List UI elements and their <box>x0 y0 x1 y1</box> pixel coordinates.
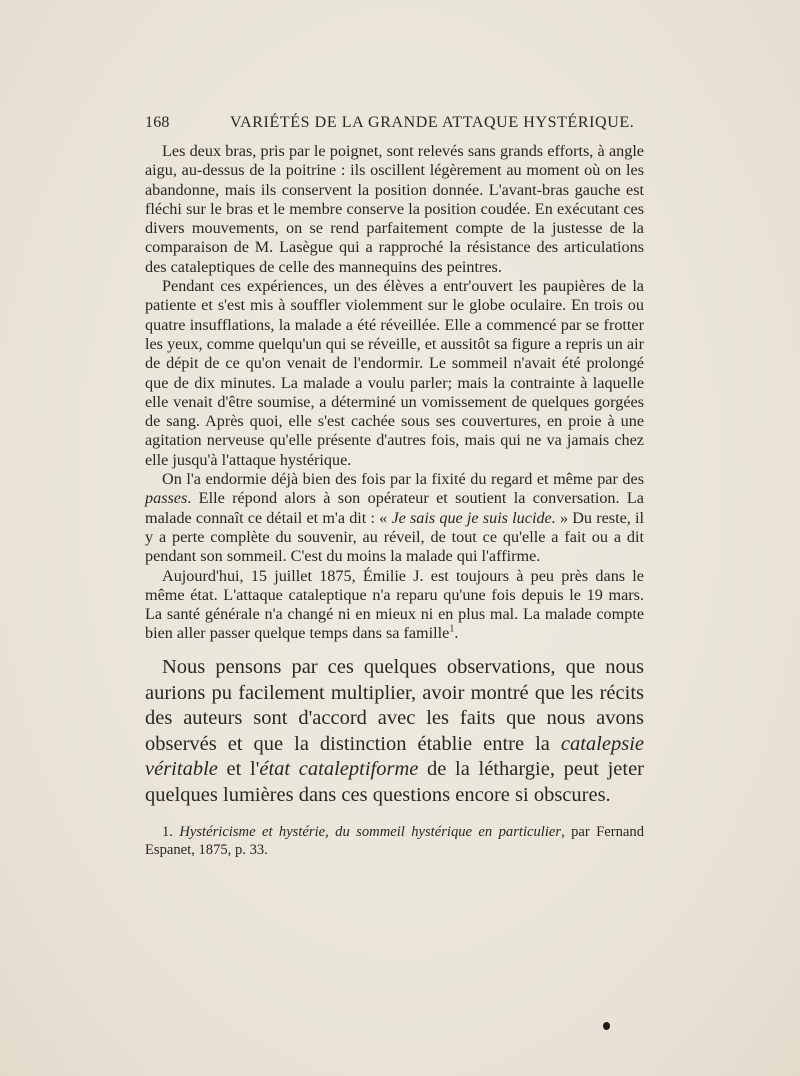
paragraph <box>145 470 644 566</box>
text-span: On l'a endormie déjà bien des fois par la fixité du regard et même par des <box>162 470 644 489</box>
footnote <box>145 823 644 859</box>
italic-term: passes <box>145 489 188 508</box>
footnote-text <box>145 823 644 859</box>
page-number: 168 <box>145 114 170 131</box>
text-span: Nous pensons par ces quelques observations, que nous aurions pu facilement multiplier, avoir montré que les récits des auteurs sont d'accord avec les faits que nous avons observés et que la distinction établie entre la <box>145 656 644 755</box>
italic-quote: Je sais que je suis lucide. <box>391 508 556 527</box>
main-text <box>145 142 644 644</box>
text-span: . <box>454 624 459 643</box>
paragraph <box>145 567 644 644</box>
footnote-number: 1. <box>162 824 180 840</box>
ink-spot <box>603 1022 610 1030</box>
text-span: et l' <box>217 758 260 780</box>
text-span: de la léthargie, peut jeter quelques lumières dans ces questions encore si obscures. <box>145 758 644 806</box>
footnote-ref: 1 <box>449 624 455 636</box>
paragraph: Pendant ces expériences, un des élèves a entr'ouvert les paupières de la patiente et s'est mis à souffler violemment sur le globe oculaire. En trois ou quatre insufflations, la malade a été réveillée. Elle a commencé par se frotter les yeux, comme quelqu'un qui se réveille, et aussitôt sa figure a repris un air de dépit de ce qu'on venait de l'endormir. Le sommeil n'avait été prolongé que de dix minutes. La malade a voulu parler; mais la contrainte à laquelle elle venait d'être soumise, a déterminé un vomissement de quelques gorgées de sang. Après quoi, elle s'est cachée sous ses couvertures, en proie à une agitation nerveuse qu'elle présente d'autres fois, mais qui ne va jamais chez elle jusqu'à l'attaque hystérique. <box>145 277 644 469</box>
conclusion-text <box>145 655 644 808</box>
italic-term: état cataleptiforme <box>259 758 419 780</box>
text-span: » Du reste, il y a perte complète du souvenir, au réveil, de tout ce qu'elle a fait ou a dit pendant son sommeil. C'est du moins la malade qui l'affirme. <box>145 508 645 566</box>
italic-term: catalepsie véritable <box>145 732 644 780</box>
paragraph: Les deux bras, pris par le poignet, sont relevés sans grands efforts, à angle aigu, au-dessus de la poitrine : ils oscillent légèrement au moment où on les abandonne, mais ils conservent la position donnée. L'avant-bras gauche est fléchi sur le bras et le membre conserve la position coudée. En exécutant ces divers mouvements, on se rend parfaitement compte de la justesse de la comparaison de M. Lasègue qui a rapproché la résistance des articulations des cataleptiques de celle des mannequins des peintres. <box>145 142 644 276</box>
text-span: . Elle répond alors à son opérateur et soutient la conversation. La malade connaît ce détail et m'a dit : « <box>145 489 644 527</box>
running-title: VARIÉTÉS DE LA GRANDE ATTAQUE HYSTÉRIQUE. <box>230 114 635 131</box>
paragraph <box>145 655 644 808</box>
footnote-title: Hystéricisme et hystérie, du sommeil hystérique en particulier <box>179 824 562 840</box>
text-span: Aujourd'hui, 15 juillet 1875, Émilie J. est toujours à peu près dans le même état. L'attaque cataleptique n'a reparu qu'une fois depuis le 19 mars. La santé générale n'a changé ni en mieux ni en plus mal. La malade compte bien aller passer quelque temps dans sa famille <box>145 566 644 643</box>
text-span: , par Fernand Espanet, 1875, p. 33. <box>145 824 644 858</box>
